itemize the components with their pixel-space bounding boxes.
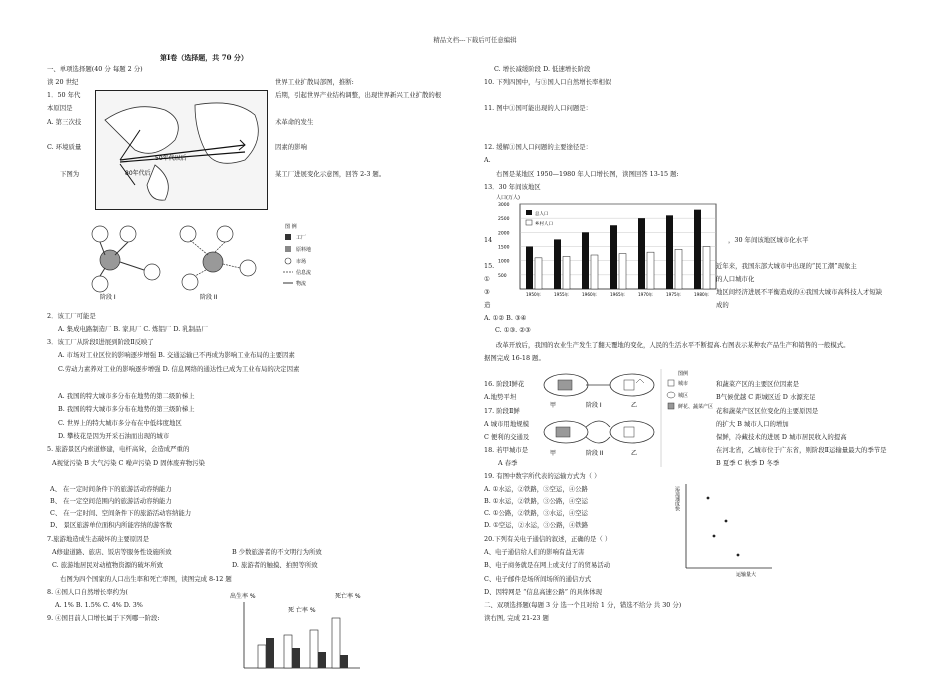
- right-line-r1: C. 增长减缓阶段 D. 低速增长阶段: [494, 65, 591, 73]
- left-line-l1: 一、单项选择题(40 分 每题 2 分): [47, 65, 143, 73]
- right-line-r10: ①: [484, 275, 490, 283]
- legend-raw-material: 原料地: [296, 247, 312, 253]
- bar-total: [526, 247, 533, 290]
- left-line-l21: D. 攀枝花是因为开采石油而出现的城市: [58, 432, 170, 440]
- right-line-r32: 18. 若甲城市是: [484, 446, 529, 454]
- page-header: 精品文档---下载后可任意编辑: [433, 36, 517, 44]
- left-line-l31: C. 旅游地居民对动植物资源的破坏所致: [52, 561, 163, 569]
- right-line-r34: A 春季: [498, 459, 518, 467]
- x-tick-label: 1960年: [582, 292, 597, 297]
- label-yi-1: 乙: [631, 402, 638, 409]
- legend-info-flow: 信息流: [296, 270, 312, 276]
- left-line-l36: 9. ④国目前人口增长属于下列哪一阶段:: [47, 614, 160, 622]
- stage-two-label: 阶段 II: [200, 294, 218, 301]
- left-line-l25: B、 在一定空间范围内的旅游活动容纳能力: [50, 497, 172, 505]
- label-stage-2: 阶段 II: [586, 450, 604, 457]
- left-line-l33: 右图为四个国家的人口出生率和死亡率图，读图完成 8-12 题: [60, 575, 232, 583]
- right-line-r8: 14: [484, 236, 493, 244]
- right-line-r36: 19. 有图中数字所代表的运输方式为（ ）: [484, 472, 601, 480]
- left-line-l19: B. 我国的特大城市多分布在地势的第三级阶梯上: [58, 405, 195, 413]
- right-line-r5: A.: [484, 156, 491, 164]
- right-line-r27: 花和蔬菜产区区位变化的主要原因是: [716, 407, 819, 415]
- right-line-r24: A.地势平坦: [484, 393, 517, 401]
- birth-rate-label: 出生率 %: [230, 593, 256, 600]
- right-line-r6: 右图是某地区 1950—1980 年人口增长图，读图回答 13-15 题:: [496, 170, 679, 178]
- mid-rate-label: 死 亡率 %: [288, 607, 316, 614]
- right-line-r7: 13．30 年间该地区: [484, 183, 541, 191]
- right-line-r35: B 夏季 C 秋季 D 冬季: [716, 459, 780, 467]
- right-line-r39: C. ①公路，②铁路，③水运，④空运: [484, 509, 588, 517]
- bar-rural: [619, 254, 626, 289]
- y-tick-label: 1500: [498, 245, 510, 251]
- stage-one-agri: [544, 374, 654, 409]
- left-line-l23: A视觉污染 B 大气污染 C 噪声污染 D 固体废弃物污染: [52, 459, 205, 467]
- right-line-r30: C 便利的交通及: [484, 433, 530, 441]
- left-line-l4: 1．50 年代: [47, 91, 81, 99]
- right-line-r25: B气候优越 C 距城区近 D 水源充足: [716, 393, 816, 401]
- bar-rural: [703, 247, 710, 290]
- stage-one-diagram: [92, 226, 160, 301]
- agri-legend-city: 城市: [678, 381, 689, 387]
- left-line-l18: A. 我国的特大城市多分布在地势的第二级阶梯上: [58, 392, 195, 400]
- agri-production-diagram: [536, 367, 716, 470]
- right-line-r33: 在河北省，乙城市位于广东省，则阶段Ⅱ运输量最大的季节是: [716, 446, 887, 454]
- left-line-l22: 5. 旅游景区内索道修建，电杆高耸，会造成严重的: [47, 445, 190, 453]
- birth-death-rate-chart: [230, 590, 380, 672]
- right-line-r19: C. ①③. ②③: [495, 326, 531, 334]
- right-line-r41: 20.下列有关电子通信的叙述，正确的是（ ）: [484, 535, 612, 543]
- right-line-r29: 的扩大 B 城市人口的增加: [716, 420, 789, 428]
- right-line-r16: 地区间经济进展不平衡造成的④我国大城市高科技人才短缺: [716, 288, 883, 296]
- right-line-r43: B、电子商务就是在网上或支付了的贸易活动: [484, 561, 611, 569]
- left-line-l28: 7.旅游地造成生态破坏的主要原因是: [47, 535, 149, 543]
- y-tick-label: 500: [498, 273, 507, 279]
- bar-total: [554, 239, 561, 289]
- y-tick-label: 1000: [498, 259, 510, 265]
- right-line-r38: B. ①水运，②铁路，③公路，④空运: [484, 497, 588, 505]
- left-line-l5: 后期，引起世界产业结构调整，出现世界新兴工业扩散的根: [275, 91, 442, 99]
- left-line-l12: 某工厂进展变化示意图，回答 2-3 题。: [275, 170, 386, 178]
- right-line-r3: 11. 图中①国可能出现的人口问题是：: [484, 104, 593, 112]
- left-line-l30: B 少数旅游者的不文明行为所致: [232, 548, 322, 556]
- left-line-l29: A修建道路、旅店、饭店等服务性设施所致: [52, 548, 172, 556]
- bar-total: [694, 210, 701, 289]
- y-tick-label: 2000: [498, 231, 510, 237]
- left-line-l2: 读 20 世纪: [47, 78, 79, 86]
- label-jia-2: 甲: [550, 450, 557, 457]
- bar-rural: [535, 258, 542, 289]
- right-line-r28: A 城市用地规模: [484, 420, 529, 428]
- right-line-r12: 造: [484, 301, 491, 309]
- left-line-l6: 本原因是: [47, 104, 73, 112]
- bar-total: [666, 215, 673, 289]
- section-title: 第Ⅰ卷（选择题，共 70 分）: [160, 53, 248, 62]
- chart-y-ticks: [498, 202, 510, 279]
- legend-market: 市场: [296, 259, 307, 265]
- right-line-r23: 和蔬菜产区的主要区位因素是: [716, 380, 800, 388]
- map-label-50s: 50年代以后: [155, 155, 187, 162]
- chart-ylabel: 人口(万人): [496, 195, 520, 201]
- agri-legend-title: 图例: [678, 371, 689, 377]
- right-line-r2: 10. 下列四国中，与③国人口自然增长率相似: [484, 78, 612, 86]
- factory-stage-diagram: [80, 220, 340, 302]
- transport-scatter-chart: [676, 480, 776, 580]
- right-line-r9: 15.: [484, 262, 495, 270]
- right-line-r20: 改革开放后，我国的农业生产发生了翻天覆地的变化，人民的生活水平不断提高.右图表示某种农产品生产和销售的一般模式。: [496, 341, 850, 349]
- left-line-l10: 因素的影响: [275, 143, 307, 151]
- bar-rural: [647, 252, 654, 289]
- left-line-l3: 世界工业扩散局部图，推断:: [275, 78, 354, 86]
- right-line-r40: D. ①空运，②水运，③公路，④铁路: [484, 521, 589, 529]
- left-line-l13: 2．该工厂可能是: [47, 312, 96, 320]
- right-line-r47: 读右图, 完成 21-23 题: [484, 614, 549, 622]
- y-tick-label: 2500: [498, 217, 510, 223]
- agri-legend-produce: 鲜花、蔬菜产区: [678, 404, 714, 410]
- stage-two-diagram: [180, 226, 256, 301]
- y-tick-label: 3000: [498, 203, 510, 208]
- right-line-r46: 二、双项选择题(每题 3 分 选一个且对给 1 分，错选不给分 共 30 分): [484, 601, 682, 609]
- x-tick-label: 1970年: [638, 292, 653, 297]
- left-line-l35: A. 1% B. 1.5% C. 4% D. 3%: [55, 601, 143, 609]
- left-line-l26: C、 在一定时间、空间条件下的旅游活动容纳能力: [50, 509, 192, 517]
- bar-total: [582, 232, 589, 289]
- right-line-r13: ，30 年间该地区城市化水平: [728, 236, 809, 244]
- right-line-r44: C、电子邮件是场所间场所的通信方式: [484, 575, 592, 583]
- stage-one-label: 阶段 I: [100, 294, 116, 301]
- left-line-l14: A. 集成电路制造厂 B. 家具厂 C. 炼铝厂 D. 乳制品厂: [58, 325, 208, 333]
- x-tick-label: 1965年: [610, 292, 625, 297]
- left-line-l8: 术革命的发生: [275, 118, 314, 126]
- stage-two-agri: [544, 421, 654, 457]
- left-line-l34: 8. ④国人口自然增长率约为(: [47, 588, 128, 596]
- right-line-r45: D、因特网是 “信息高速公路” 的具体体现: [484, 588, 602, 596]
- legend-total: 总人口: [535, 212, 549, 217]
- bar-total: [638, 218, 645, 289]
- left-line-l32: D. 旅游者的触摸、拍照等所致: [232, 561, 318, 569]
- right-line-r21: 据图完成 16-18 题。: [484, 354, 545, 362]
- industry-diffusion-map: [95, 90, 268, 210]
- right-line-r11: ③: [484, 288, 490, 296]
- label-stage-1: 阶段 I: [586, 402, 602, 409]
- right-line-r15: 的人口城市化: [716, 275, 755, 283]
- right-line-r18: A. ①② B. ③④: [484, 314, 527, 322]
- x-tick-label: 1980年: [694, 292, 709, 297]
- scatter-xlabel: 运输量大: [736, 572, 757, 578]
- left-line-l7: A. 第三次技: [47, 118, 82, 126]
- legend-rural: 乡村人口: [535, 222, 553, 227]
- left-line-l15: 3．该工厂从阶段Ⅰ进展到阶段Ⅱ反映了: [47, 338, 154, 346]
- factory-legend: [283, 223, 311, 287]
- legend-factory: 工厂: [296, 235, 307, 241]
- right-line-r14: 近年来，我国东部大城市中出现的“民工潮”现象主: [716, 262, 857, 270]
- right-line-r4: 12. 缓解①国人口问题的主要途径是：: [484, 143, 593, 151]
- left-line-l17: C.劳动力素养对工业的影响逐步增强 D. 信息网络的通达性已成为工业布局的决定因素: [58, 365, 300, 373]
- x-tick-label: 1950年: [526, 292, 541, 297]
- left-line-l27: D、 景区旅游单位面积内所能容纳的游客数: [50, 521, 173, 529]
- label-jia-1: 甲: [550, 402, 557, 409]
- map-label-80s: 80年代后: [125, 170, 151, 177]
- scatter-ylabel: 运送速度快: [674, 486, 680, 511]
- population-growth-chart: [496, 194, 721, 302]
- bar-rural: [591, 255, 598, 289]
- right-line-r17: 成的: [716, 301, 729, 309]
- right-line-r31: 保鲜，冷藏技术的进展 D 城市居民收入的提高: [716, 433, 847, 441]
- label-yi-2: 乙: [631, 450, 638, 457]
- left-line-l9: C. 环境质量: [47, 143, 82, 151]
- x-tick-label: 1975年: [666, 292, 681, 297]
- left-line-l24: A、 在一定时间条件下的旅游活动容纳能力: [50, 485, 172, 493]
- bar-total: [610, 225, 617, 289]
- agri-legend-urban: 城区: [678, 393, 689, 399]
- bar-rural: [563, 256, 570, 289]
- death-rate-label: 死亡率 %: [335, 593, 361, 600]
- chart-x-ticks: [526, 291, 709, 298]
- right-line-r37: A. ①水运，②铁路，③空运，④公路: [484, 485, 588, 493]
- legend-title: 图 例: [285, 224, 297, 230]
- bar-rural: [675, 249, 682, 289]
- right-line-r42: A、电子通信给人们的影响有益无害: [484, 548, 585, 556]
- legend-material-flow: 物流: [296, 281, 307, 287]
- right-line-r22: 16. 阶段Ⅰ鲜花: [484, 380, 525, 388]
- right-line-r26: 17. 阶段Ⅱ鲜: [484, 407, 520, 415]
- left-line-l20: C. 世界上的特大城市多分布在中低纬度地区: [58, 419, 182, 427]
- left-line-l16: A. 市场对工业区位的影响逐步增强 B. 交通运输已不再成为影响工业布局的主要因素: [58, 351, 295, 359]
- x-tick-label: 1955年: [554, 292, 569, 297]
- agri-legend: [667, 370, 713, 410]
- left-line-l11: 下图为: [60, 170, 80, 178]
